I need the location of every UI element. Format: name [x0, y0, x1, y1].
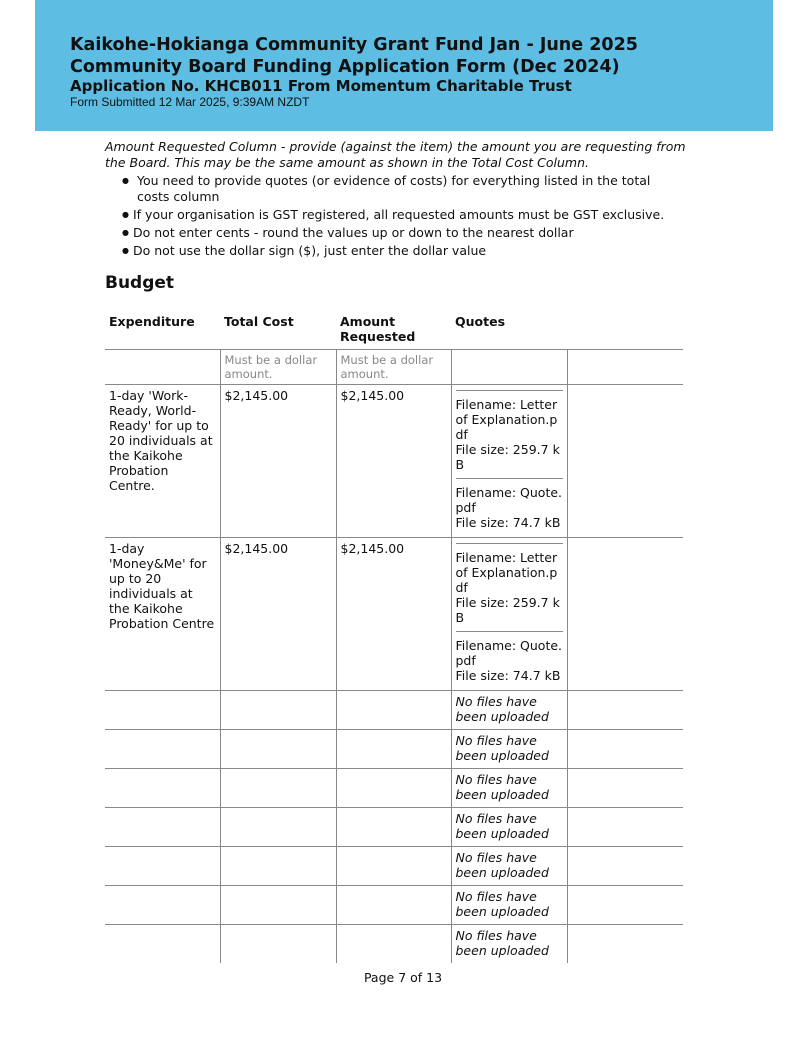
table-cell — [336, 350, 451, 385]
file-size: File size: 74.7 kB — [455, 668, 561, 683]
table-cell — [220, 730, 336, 769]
table-row — [105, 925, 683, 964]
table-cell — [567, 847, 683, 886]
instructions-rest: - provide (against the item) the amount you are requesting from the Board. This may be the same amount as shown in the Total Cost Column. — [105, 139, 686, 170]
amount-requested-hint: Must be a dollar amount. — [340, 353, 434, 381]
no-files-text: No files have been uploaded — [451, 691, 567, 730]
table-cell — [105, 886, 220, 925]
quotes-cell — [451, 385, 567, 538]
no-files-text: No files have been uploaded — [451, 808, 567, 847]
quotes-cell — [451, 538, 567, 691]
no-files-text: No files have been uploaded — [451, 769, 567, 808]
column-header-expenditure: Expenditure — [109, 314, 195, 329]
table-cell — [220, 691, 336, 730]
table-cell — [567, 925, 683, 964]
total-cost-cell: $2,145.00 — [220, 385, 336, 538]
table-cell — [567, 691, 683, 730]
table-cell — [336, 886, 451, 925]
table-row — [105, 350, 683, 385]
file-size: File size: 74.7 kB — [455, 515, 561, 530]
table-cell — [567, 769, 683, 808]
expenditure-cell: 1-day 'Money&Me' for up to 20 individuals at the Kaikohe Probation Centre — [105, 538, 220, 691]
table-row — [105, 385, 683, 538]
file-name: Filename: Letter of Explanation.pdf — [455, 397, 558, 442]
table-row — [105, 847, 683, 886]
table-row — [105, 808, 683, 847]
submitted-timestamp: Form Submitted 12 Mar 2025, 9:39AM NZDT — [70, 95, 310, 109]
amount-requested-cell: $2,145.00 — [336, 385, 451, 538]
table-cell — [336, 730, 451, 769]
no-files-text: No files have been uploaded — [451, 730, 567, 769]
table-cell — [105, 925, 220, 964]
total-cost-cell: $2,145.00 — [220, 538, 336, 691]
list-item: ● Do not enter cents - round the values up or down to the nearest dollar — [122, 225, 682, 241]
file-size: File size: 259.7 kB — [455, 595, 560, 625]
table-cell — [105, 769, 220, 808]
list-item: ● You need to provide quotes (or evidence of costs) for everything listed in the total costs column — [122, 173, 682, 205]
application-title: Application No. KHCB011 From Momentum Charitable Trust — [70, 77, 572, 95]
table-cell — [451, 350, 567, 385]
table-cell — [336, 691, 451, 730]
table-cell — [220, 847, 336, 886]
table-row — [105, 769, 683, 808]
file-name: Filename: Letter of Explanation.pdf — [455, 550, 558, 595]
amount-requested-cell: $2,145.00 — [336, 538, 451, 691]
table-cell — [220, 808, 336, 847]
no-files-text: No files have been uploaded — [451, 886, 567, 925]
no-files-text: No files have been uploaded — [451, 925, 567, 964]
table-cell — [105, 691, 220, 730]
file-name: Filename: Quote.pdf — [455, 485, 563, 515]
file-size: File size: 259.7 kB — [455, 442, 560, 472]
file-name: Filename: Quote.pdf — [455, 638, 563, 668]
table-row — [105, 538, 683, 691]
table-cell — [105, 847, 220, 886]
table-cell — [105, 730, 220, 769]
table-cell — [105, 808, 220, 847]
table-cell — [105, 350, 220, 385]
budget-table — [105, 311, 683, 963]
table-cell — [567, 538, 683, 691]
table-row — [105, 691, 683, 730]
table-cell — [336, 769, 451, 808]
uploaded-file[interactable] — [456, 631, 563, 687]
table-cell — [220, 769, 336, 808]
fund-title: Kaikohe-Hokianga Community Grant Fund Jan - June 2025 — [70, 35, 638, 55]
table-cell — [567, 730, 683, 769]
table-cell — [220, 886, 336, 925]
table-cell — [336, 925, 451, 964]
instructions-list — [122, 173, 682, 261]
column-header-total-cost: Total Cost — [224, 314, 294, 329]
page-number: Page 7 of 13 — [363, 970, 443, 985]
no-files-text: No files have been uploaded — [451, 847, 567, 886]
table-cell — [336, 808, 451, 847]
uploaded-file[interactable] — [456, 543, 563, 629]
table-row — [105, 886, 683, 925]
table-cell — [567, 886, 683, 925]
instructions-paragraph — [105, 139, 695, 171]
budget-heading: Budget — [105, 273, 175, 293]
table-cell — [567, 808, 683, 847]
table-cell — [220, 350, 336, 385]
table-header-row — [105, 311, 683, 350]
table-cell — [567, 385, 683, 538]
uploaded-file[interactable] — [456, 390, 563, 476]
table-cell — [567, 350, 683, 385]
total-cost-hint: Must be a dollar amount. — [224, 353, 318, 381]
table-cell — [220, 925, 336, 964]
column-header-blank — [567, 311, 683, 350]
list-item: ● Do not use the dollar sign ($), just enter the dollar value — [122, 243, 682, 259]
uploaded-file[interactable] — [456, 478, 563, 534]
column-header-quotes: Quotes — [455, 314, 506, 329]
column-header-amount-requested: Amount Requested — [340, 314, 416, 344]
expenditure-cell: 1-day 'Work-Ready, World-Ready' for up to 20 individuals at the Kaikohe Probation Centre. — [105, 385, 220, 538]
table-row — [105, 730, 683, 769]
table-cell — [336, 847, 451, 886]
list-item: ● If your organisation is GST registered, all requested amounts must be GST exclusive. — [122, 207, 682, 223]
form-title: Community Board Funding Application Form (Dec 2024) — [70, 57, 620, 77]
instructions-lead: Amount Requested Column — [105, 139, 277, 154]
